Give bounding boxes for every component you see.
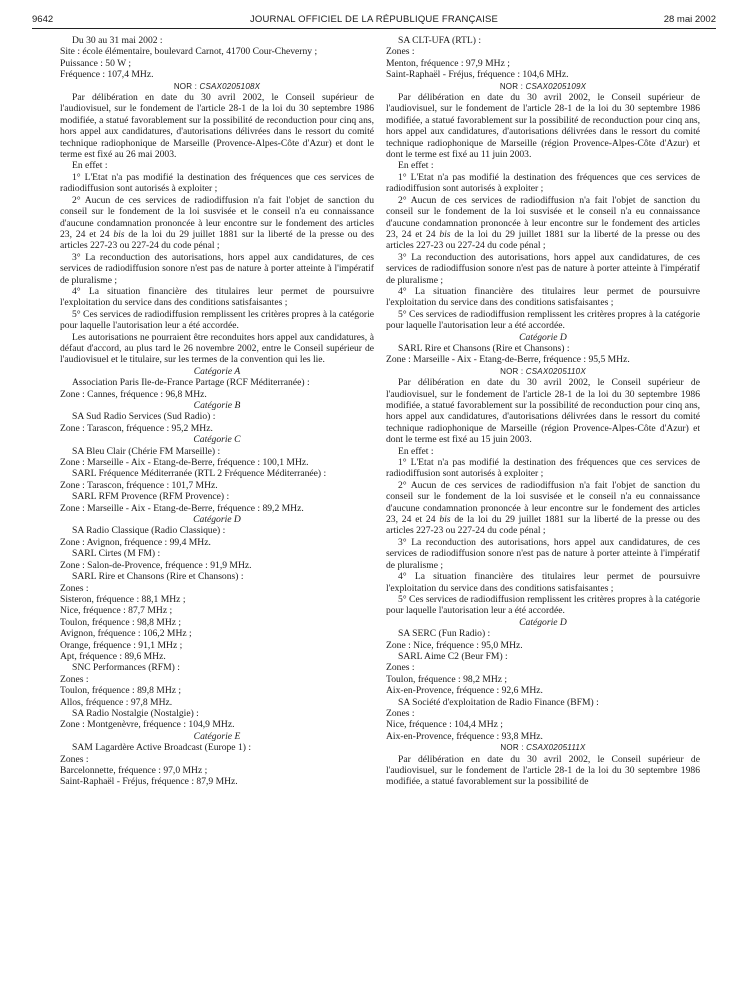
- zone-line: Aix-en-Provence, fréquence : 92,6 MHz.: [386, 685, 543, 697]
- zone-line: Zones :: [386, 707, 415, 719]
- en-effet: En effet :: [398, 160, 434, 172]
- operator-line: SA Bleu Clair (Chérie FM Marseille) :: [72, 445, 221, 457]
- intro-line: Fréquence : 107,4 MHz.: [60, 69, 154, 81]
- condition-3: 3° La reconduction des autorisations, hors appel aux candidatures, de ces services de radiodiffusion sonore n'est pas de nature à porter atteinte à l'impératif de pluralisme ;: [60, 251, 374, 286]
- intro-line: Du 30 au 31 mai 2002 :: [72, 35, 163, 46]
- zone-line: Zone : Marseille - Aix - Etang-de-Berre, fréquence : 95,5 MHz.: [386, 354, 630, 366]
- operator-line: SA Radio Nostalgie (Nostalgie) :: [72, 707, 199, 719]
- right-column: [386, 35, 700, 788]
- operator-line: SARL Cirtes (M FM) :: [72, 548, 161, 560]
- nor-code: CSAX0205108X: [199, 81, 261, 91]
- nor-reference: NOR : CSAX0205109X: [499, 81, 587, 91]
- closing-text: Les autorisations ne pourraient être reconduites hors appel aux candidatures, à défaut d'accord, au plus tard le 26 novembre 2002, entre le Conseil supérieur de l'audiovisuel et le titulaire, sur les termes de la convention qui les lie.: [60, 331, 374, 366]
- zone-line: Zone : Cannes, fréquence : 96,8 MHz.: [60, 388, 207, 400]
- deliberation-text: Par délibération en date du 30 avril 2002, le Conseil supérieur de l'audiovisuel, sur le fondement de l'article 28-1 de la loi du 30 septembre 1986 modifiée, a statué favorablement sur la possibilité de: [386, 753, 700, 788]
- operator-line: SA Société d'exploitation de Radio Finance (BFM) :: [398, 696, 599, 708]
- deliberation-text: Par délibération en date du 30 avril 2002, le Conseil supérieur de l'audiovisuel, sur le fondement de l'article 28-1 de la loi du 30 septembre 1986 modifiée, a statué favorablement sur la possibilité de reconduction pour cinq ans, hors appel aux candidatures, d'autorisations délivrées dans le ressort du comité technique radiophonique de Marseille (région Provence-Alpes-Côte d'Azur) et dont le terme est fixé au 15 juin 2003.: [386, 377, 700, 446]
- condition-2: 2° Aucun de ces services de radiodiffusion n'a fait l'objet de sanction du conseil sur le fondement de la loi susvisée et le conseil n'a eu connaissance d'aucune condamnation prononcée à leur encontre sur le fondement des articles 23, 24 et 24 bis de la loi du 29 juillet 1881 sur la liberté de la presse ou des articles 227-23 ou 227-24 du code pénal ;: [386, 479, 700, 537]
- zone-line: Zones :: [60, 673, 89, 685]
- zone-line: Zone : Nice, fréquence : 95,0 MHz.: [386, 639, 523, 651]
- zone-line: Zones :: [386, 662, 415, 674]
- operator-line: SA SERC (Fun Radio) :: [398, 628, 491, 640]
- zone-line: Aix-en-Provence, fréquence : 93,8 MHz.: [386, 730, 543, 742]
- zone-line: Apt, fréquence : 89,6 MHz.: [60, 650, 166, 662]
- zone-line: Orange, fréquence : 91,1 MHz ;: [60, 639, 183, 651]
- zone-line: Zone : Marseille - Aix - Etang-de-Berre, fréquence : 100,1 MHz.: [60, 457, 309, 469]
- zone-line: Sisteron, fréquence : 88,1 MHz ;: [60, 593, 186, 605]
- intro-line: Zones :: [386, 46, 415, 58]
- condition-5: 5° Ces services de radiodiffusion remplissent les critères propres à la catégorie pour laquelle l'autorisation leur a été accordée.: [386, 308, 700, 332]
- operator-line: SNC Performances (RFM) :: [72, 662, 180, 674]
- intro-line: Saint-Raphaël - Fréjus, fréquence : 104,6 MHz.: [386, 69, 569, 81]
- intro-line: SA CLT-UFA (RTL) :: [398, 35, 482, 46]
- category-title: Catégorie D: [193, 514, 241, 526]
- operator-line: Association Paris Ile-de-France Partage (RCF Méditerranée) :: [72, 377, 310, 389]
- en-effet: En effet :: [398, 445, 434, 457]
- zone-line: Allos, fréquence : 97,8 MHz.: [60, 696, 173, 708]
- condition-4: 4° La situation financière des titulaires leur permet de poursuivre l'exploitation du service dans des conditions satisfaisantes ;: [386, 571, 700, 594]
- operator-line: SAM Lagardère Active Broadcast (Europe 1) :: [72, 742, 252, 754]
- journal-title: JOURNAL OFFICIEL DE LA RÉPUBLIQUE FRANÇAISE: [249, 14, 499, 25]
- condition-1: 1° L'Etat n'a pas modifié la destination des fréquences que ces services de radiodiffusion sont autorisés à exploiter ;: [386, 171, 700, 195]
- zone-line: Zone : Tarascon, fréquence : 95,2 MHz.: [60, 422, 213, 434]
- en-effet: En effet :: [72, 160, 108, 172]
- deliberation-text: Par délibération en date du 30 avril 2002, le Conseil supérieur de l'audiovisuel, sur le fondement de l'article 28-1 de la loi du 30 septembre 1986 modifiée, a statué favorablement sur la possibilité de reconduction pour cinq ans, hors appel aux candidatures, d'autorisations délivrées dans le ressort du comité technique radiophonique de Marseille (Provence-Alpes-Côte d'Azur) et dont le terme est fixé au 26 mai 2003.: [60, 92, 374, 161]
- zone-line: Zone : Avignon, fréquence : 99,4 MHz.: [60, 536, 211, 548]
- zone-line: Zone : Montgenèvre, fréquence : 104,9 MHz.: [60, 719, 235, 731]
- operator-line: SA Radio Classique (Radio Classique) :: [72, 525, 226, 537]
- category-title: Catégorie C: [193, 434, 241, 446]
- zone-line: Barcelonnette, fréquence : 97,0 MHz ;: [60, 765, 208, 776]
- category-title: Catégorie D: [519, 616, 567, 628]
- zone-line: Zones :: [60, 582, 89, 594]
- zone-line: Saint-Raphaël - Fréjus, fréquence : 87,9 MHz.: [60, 776, 238, 788]
- zone-line: Toulon, fréquence : 98,8 MHz ;: [60, 616, 182, 628]
- operator-line: SARL RFM Provence (RFM Provence) :: [72, 491, 230, 503]
- issue-date: 28 mai 2002: [663, 14, 716, 25]
- condition-1: 1° L'Etat n'a pas modifié la destination des fréquences que ces services de radiodiffusion sont autorisés à exploiter ;: [386, 457, 700, 480]
- category-list: [386, 617, 700, 742]
- deliberation-text: Par délibération en date du 30 avril 2002, le Conseil supérieur de l'audiovisuel, sur le fondement de l'article 28-1 de la loi du 30 septembre 1986 modifiée, a statué favorablement sur la possibilité de reconduction pour cinq ans, hors appel aux candidatures, d'autorisations délivrées dans le ressort du comité technique radiophonique de Marseille (région Provence-Alpes-Côte d'Azur) et dont le terme est fixé au 11 juin 2003.: [386, 92, 700, 161]
- category-title: Catégorie D: [519, 331, 567, 343]
- zone-line: Zone : Marseille - Aix - Etang-de-Berre, fréquence : 89,2 MHz.: [60, 502, 304, 514]
- category-list: [60, 366, 374, 788]
- zone-line: Zones :: [60, 753, 89, 765]
- condition-5: 5° Ces services de radiodiffusion remplissent les critères propres à la catégorie pour laquelle l'autorisation leur a été accordée.: [386, 593, 700, 617]
- zone-line: Zone : Salon-de-Provence, fréquence : 91,9 MHz.: [60, 559, 252, 571]
- operator-line: SARL Aime C2 (Beur FM) :: [398, 650, 508, 662]
- condition-3: 3° La reconduction des autorisations, hors appel aux candidatures, de ces services de radiodiffusion sonore n'est pas de nature à porter atteinte à l'impératif de pluralisme ;: [386, 536, 700, 571]
- zone-line: Zone : Tarascon, fréquence : 101,7 MHz.: [60, 479, 218, 491]
- condition-1: 1° L'Etat n'a pas modifié la destination des fréquences que ces services de radiodiffusion sont autorisés à exploiter ;: [60, 171, 374, 195]
- zone-line: Nice, fréquence : 87,7 MHz ;: [60, 605, 173, 617]
- nor-reference: NOR : CSAX0205110X: [500, 366, 586, 376]
- category-title: Catégorie E: [193, 730, 241, 742]
- category-title: Catégorie A: [193, 365, 241, 377]
- condition-2: 2° Aucun de ces services de radiodiffusion n'a fait l'objet de sanction du conseil sur le fondement de la loi susvisée et le conseil n'a eu connaissance d'aucune condamnation prononcée à leur encontre sur le fondement des articles 23, 24 et 24 bis de la loi du 29 juillet 1881 sur la liberté de la presse ou des articles 227-23 ou 227-24 du code pénal ;: [386, 194, 700, 252]
- zone-line: Toulon, fréquence : 98,2 MHz ;: [386, 673, 508, 685]
- page-number: 9642: [32, 14, 54, 25]
- nor-code: CSAX0205110X: [525, 366, 586, 376]
- operator-line: SARL Fréquence Méditerranée (RTL 2 Fréquence Méditerranée) :: [72, 468, 327, 480]
- condition-4: 4° La situation financière des titulaires leur permet de poursuivre l'exploitation du service dans des conditions satisfaisantes ;: [386, 285, 700, 309]
- intro-line: Puissance : 50 W ;: [60, 57, 132, 69]
- category-title: Catégorie B: [193, 400, 241, 411]
- header-rule: [32, 28, 716, 29]
- left-column: [60, 35, 374, 788]
- intro-line: Site : école élémentaire, boulevard Carnot, 41700 Cour-Cheverny ;: [60, 46, 318, 58]
- intro-line: Menton, fréquence : 97,9 MHz ;: [386, 57, 510, 69]
- nor-reference: NOR : CSAX0205111X: [500, 743, 586, 753]
- operator-line: SA Sud Radio Services (Sud Radio) :: [72, 411, 216, 423]
- nor-code: CSAX0205109X: [525, 81, 587, 91]
- zone-line: Nice, fréquence : 104,4 MHz ;: [386, 719, 503, 731]
- condition-4: 4° La situation financière des titulaires leur permet de poursuivre l'exploitation du service dans des conditions satisfaisantes ;: [60, 285, 374, 309]
- operator-line: SARL Rire et Chansons (Rire et Chansons) :: [398, 342, 570, 354]
- zone-line: Avignon, fréquence : 106,2 MHz ;: [60, 628, 192, 640]
- nor-code: CSAX0205111X: [526, 743, 586, 753]
- operator-line: SARL Rire et Chansons (Rire et Chansons) :: [72, 571, 244, 583]
- condition-5: 5° Ces services de radiodiffusion remplissent les critères propres à la catégorie pour laquelle l'autorisation leur a été accordée.: [60, 308, 374, 332]
- condition-2: 2° Aucun de ces services de radiodiffusion n'a fait l'objet de sanction du conseil sur le fondement de la loi susvisée et le conseil n'a eu connaissance d'aucune condamnation prononcée à leur encontre sur le fondement des articles 23, 24 et 24 bis de la loi du 29 juillet 1881 sur la liberté de la presse ou des articles 227-23 ou 227-24 du code pénal ;: [60, 194, 374, 252]
- zone-line: Toulon, fréquence : 89,8 MHz ;: [60, 685, 182, 697]
- condition-3: 3° La reconduction des autorisations, hors appel aux candidatures, de ces services de radiodiffusion sonore n'est pas de nature à porter atteinte à l'impératif de pluralisme ;: [386, 251, 700, 286]
- nor-reference: NOR : CSAX0205108X: [173, 81, 261, 91]
